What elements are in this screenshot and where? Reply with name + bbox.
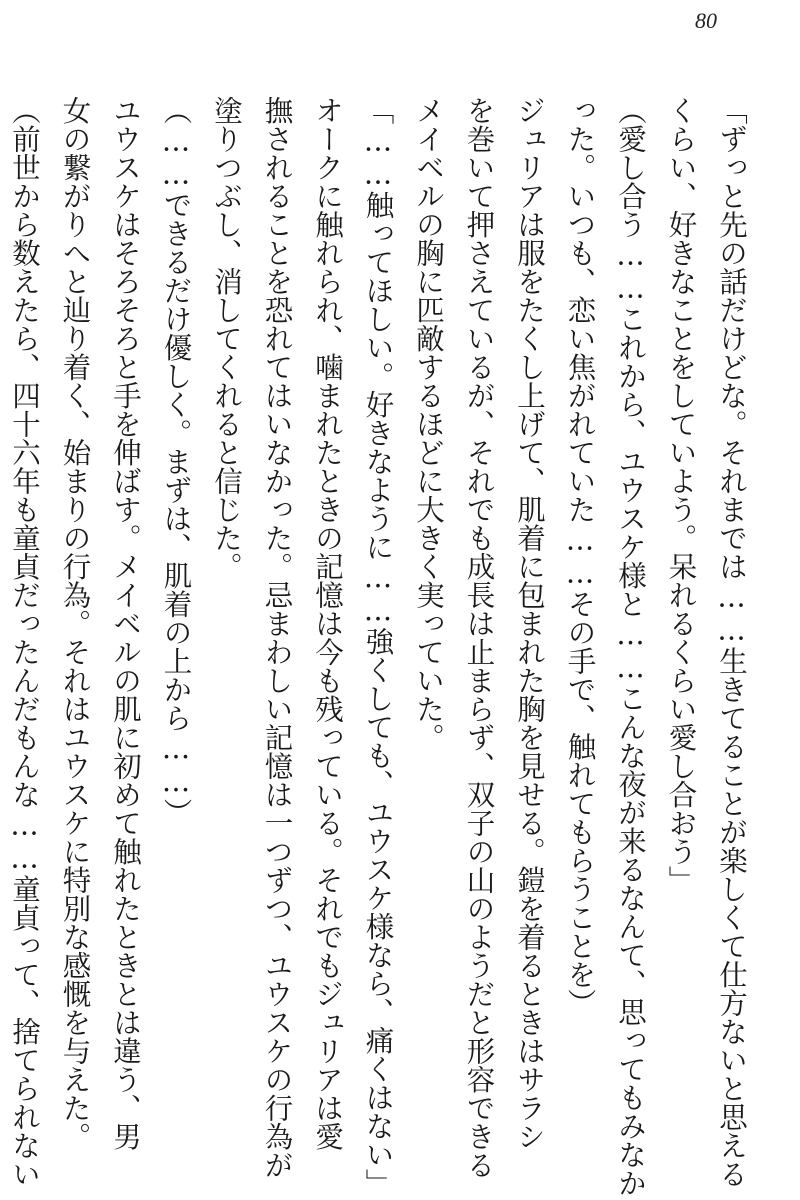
- text-line: 「ずっと先の話だけどな。それまでは……生きてることが楽しくて仕方ないと思える: [715, 96, 748, 1188]
- text-line: （前世から数えたら、四十六年も童貞だったんだもんな……童貞って、捨てられない: [8, 96, 41, 1188]
- text-line: 撫されることを恐れてはいなかった。忌まわしい記憶は一つずつ、ユウスケの行為が: [260, 96, 294, 1179]
- body-text: [8, 96, 756, 1197]
- text-line: 女の繋がりへと辿り着く、始まりの行為。それはユウスケに特別な感慨を与えた。: [58, 96, 92, 1151]
- text-line: オークに触れられ、噛まれたときの記憶は今も残っている。それでもジュリアは愛: [311, 96, 344, 1151]
- text-line: ジュリアは服をたくし上げて、肌着に包まれた胸を見せる。鎧を着るときはサラシ: [513, 96, 546, 1151]
- text-line: （……できるだけ優しく。まずは、肌着の上から……）: [159, 96, 193, 827]
- text-line: くらい、好きなことをしていよう。呆れるくらい愛し合おう」: [664, 96, 698, 894]
- text-line: メイベルの胸に匹敵するほどに大きく実っていた。: [412, 96, 445, 752]
- page-number: 80: [695, 8, 717, 33]
- text-line: 塗りつぶし、消してくれると信じた。: [210, 96, 243, 581]
- text-line: 「……触ってほしい。好きなように……強くしても、ユウスケ様なら、痛くはない」: [361, 96, 395, 1197]
- text-line: ユウスケはそろそろと手を伸ばす。メイベルの肌に初めて触れたときとは違う、男: [109, 96, 142, 1151]
- text-line: った。いつも、恋い焦がれていた……その手で、触れてもらうことを）: [563, 96, 597, 1017]
- text-line: （愛し合う……これから、ユウスケ様と……こんな夜が来るなんて、思ってもみなか: [614, 96, 647, 1197]
- text-line: を巻いて押さえているが、それでも成長は止まらず、双子の山のようだと形容できる: [462, 96, 496, 1179]
